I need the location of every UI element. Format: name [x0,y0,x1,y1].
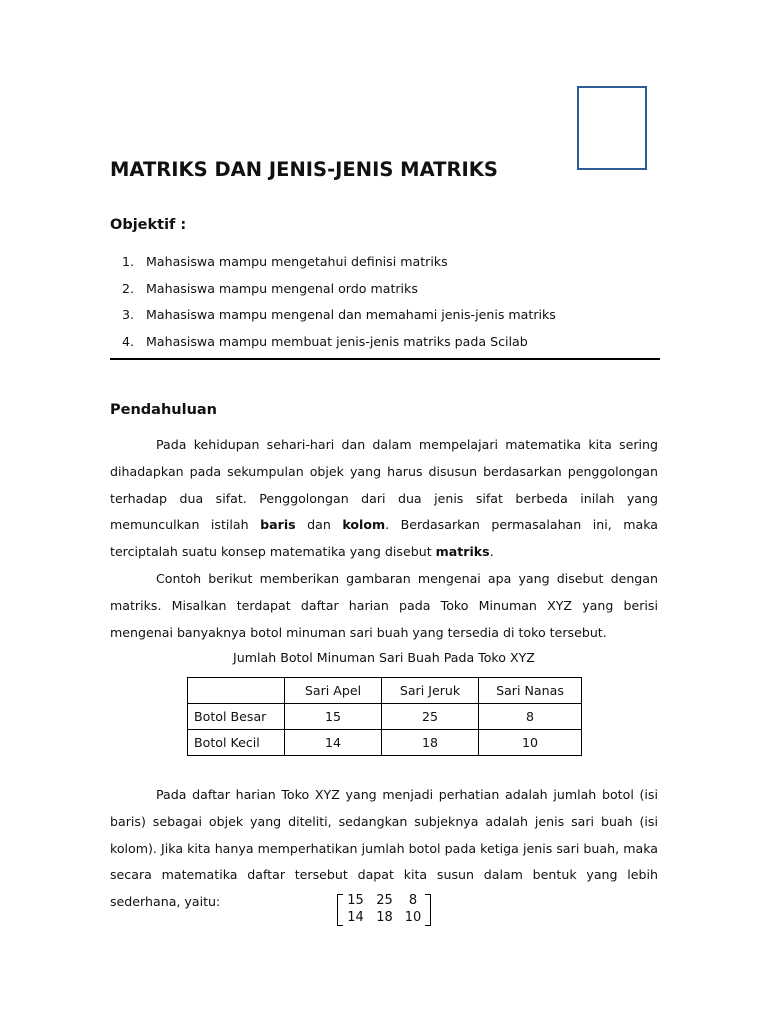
table-header-row [188,678,582,704]
objective-item [122,279,682,306]
objectives-list [122,252,682,359]
table-cell: 18 [382,730,479,756]
term-matriks: matriks [435,544,490,560]
section-divider [110,358,660,360]
corner-box [577,86,647,170]
objective-item [122,305,682,332]
intro-paragraph-1 [110,432,658,566]
column-header: Sari Nanas [479,678,582,704]
intro-paragraph-3: Pada daftar harian Toko XYZ yang menjadi perhatian adalah jumlah botol (isi baris) sebagai objek yang diteliti, sedangkan subjeknya adalah jenis sari buah (isi kolom). Jika kita hanya memperhatikan jumlah botol pada ketiga jenis sari buah, maka secara matematika daftar tersebut dapat kita susun dalam bentuk yang lebih sederhana, yaitu: [110,787,658,910]
matrix-cell: 8 [408,893,418,908]
row-header: Botol Besar [188,704,285,730]
objective-text: Mahasiswa mampu mengenal ordo matriks [146,280,418,296]
intro-paragraph-2: Contoh berikut memberikan gambaran mengenai apa yang disebut dengan matriks. Misalkan terdapat daftar harian pada Toko Minuman XYZ yang berisi mengenai banyaknya botol minuman sari buah yang tersedia di toko tersebut. [110,571,658,640]
matrix-right-bracket [425,894,431,926]
matrix-cell: 15 [347,893,364,908]
matrix-cell: 10 [404,910,422,925]
intro-heading: Pendahuluan [110,402,217,418]
table-cell: 15 [285,704,382,730]
paragraph-text: Pada kehidupan sehari-hari dan dalam mempelajari matematika kita sering dihadapkan pada sekumpulan objek yang harus disusun berdasarkan penggolongan terhadap dua sifat. Penggolongan dari dua jenis sifat berbeda inilah yang memunculkan istilah [110,437,658,533]
term-baris: baris [260,517,296,533]
objective-number: 2. [122,280,135,296]
paragraph-text: . [489,544,494,560]
paragraph-text: dan [295,517,343,533]
table-row [188,730,582,756]
table-cell: 8 [479,704,582,730]
objectives-heading: Objektif : [110,217,187,233]
objective-item [122,332,682,359]
matrix-row [342,909,426,926]
paragraph-text: . Berdasarkan permasalahan ini, maka terciptalah suatu konsep matematika yang disebut [110,517,659,560]
table-cell: 14 [285,730,382,756]
bottle-table [187,677,582,756]
table-row [188,704,582,730]
table-cell: 25 [382,704,479,730]
objective-number: 1. [122,254,135,269]
objective-text: Mahasiswa mampu mengenal dan memahami jenis-jenis matriks [146,307,556,323]
matrix-row [342,892,426,909]
matrix-cell: 18 [376,910,393,925]
objective-text: Mahasiswa mampu mengetahui definisi matriks [146,254,448,269]
matrix-cell: 25 [376,893,393,908]
column-header: Sari Jeruk [382,678,479,704]
table-caption: Jumlah Botol Minuman Sari Buah Pada Toko XYZ [233,650,535,665]
page-title: MATRIKS DAN JENIS-JENIS MATRIKS [110,158,498,181]
matrix-cell: 14 [347,910,364,925]
objective-item [122,252,682,279]
table-cell: 10 [479,730,582,756]
objective-number: 3. [122,307,135,323]
term-kolom: kolom [342,517,386,533]
column-header: Sari Apel [285,678,382,704]
table-corner-cell [188,678,285,704]
objective-number: 4. [122,334,135,350]
objective-text: Mahasiswa mampu membuat jenis-jenis matriks pada Scilab [146,334,528,350]
row-header: Botol Kecil [188,730,285,756]
